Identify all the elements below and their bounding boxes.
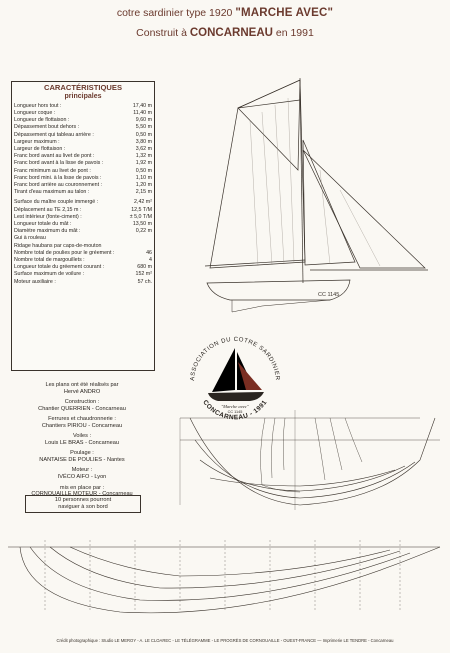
capacity-line: 10 personnes pourront: [54, 497, 112, 503]
spec-value: 9,60 m: [135, 117, 152, 124]
spec-row: [12, 207, 154, 214]
spec-value: 152 m²: [135, 271, 152, 278]
spec-row: [12, 168, 154, 175]
spec-row: [12, 221, 154, 228]
spec-value: [125, 243, 154, 250]
spec-row: [12, 146, 154, 153]
emblem-bottom-text: CONCARNEAU - 1991: [201, 398, 269, 422]
spec-value: 3,62 m: [135, 146, 152, 153]
page-title-line2: [0, 27, 450, 39]
spec-value: 2,15 m: [135, 189, 152, 196]
mainsail-outline: [210, 80, 305, 268]
spec-value: 1,20 m: [135, 182, 152, 189]
gaff-line: [238, 100, 300, 108]
spec-row: [12, 250, 154, 257]
spec-label: Longueur totale du gréement courant :: [14, 264, 105, 271]
spec-label: Nombre total de poulies pour le gréement :: [14, 249, 115, 256]
spec-value: 1,10 m: [135, 174, 152, 181]
spec-value: 0,22 m: [135, 228, 152, 235]
spec-label: Franc bord avant au livet de pont :: [14, 153, 95, 160]
spec-row: [12, 124, 154, 131]
hull-outline: [207, 280, 350, 300]
credits-list: [11, 382, 153, 502]
emblem-boat-icon: [208, 348, 264, 401]
spec-row: [12, 175, 154, 182]
spec-value: 1,92 m: [135, 160, 152, 167]
credit-group: [11, 416, 153, 430]
spec-label: Diamètre maximum du mât :: [14, 228, 81, 235]
spec-label: Surface maximum de voilure :: [14, 271, 85, 278]
mast-line: [300, 78, 303, 283]
credit-line: Hervé ANDRO: [63, 388, 101, 395]
specifications-box: [11, 81, 155, 371]
spec-row: [12, 153, 154, 160]
spec-value: 11,40 m: [133, 110, 152, 116]
spec-row: [12, 279, 154, 286]
credit-group: [11, 450, 153, 464]
credit-line: Ferrures et chaudronnerie :: [48, 416, 116, 423]
spec-row: [12, 160, 154, 167]
specs-table: [12, 103, 154, 286]
spec-label: Dépassement bout dehors :: [14, 124, 80, 131]
specs-subtitle: principales: [64, 92, 102, 100]
spec-row: [12, 243, 154, 250]
spec-row: [12, 264, 154, 271]
spec-label: Franc minimum au livet de pont :: [14, 167, 91, 174]
spec-value: 4: [149, 257, 152, 264]
spec-label: Largeur de flottaison :: [14, 146, 66, 153]
spec-row: [12, 228, 154, 235]
credit-group: [11, 433, 153, 447]
credit-line: Louis LE BRAS - Concarneau: [44, 440, 119, 447]
boat-name-title: "MARCHE AVEC": [235, 7, 334, 19]
spec-value: 46: [146, 249, 152, 256]
spec-value: 12,5 T/M: [131, 206, 152, 213]
spec-row: [12, 235, 154, 242]
built-in-prefix: Construit à: [136, 27, 187, 39]
footer-credits: Crédit photographique : Studio LE MEROY - A. LE CLOAREC - LE TÉLÉGRAMME - LE PROGRÈS DE CORNOUAILLE - OUEST-FRANCE — Imprimerie LE TENDRE - Concarneau: [56, 638, 394, 643]
topsail-outline: [238, 80, 300, 170]
spec-row: [12, 110, 154, 117]
specs-title: CARACTÉRISTIQUES: [43, 83, 123, 92]
spec-label: Longueur de flottaison :: [14, 117, 70, 124]
spec-label: Largeur maximum :: [14, 138, 60, 145]
credit-line: Construction :: [64, 399, 100, 406]
credit-line: NANTAISE DE POULIES - Nantes: [39, 457, 125, 464]
credit-line: CORNOUAILLE MOTEUR - Concarneau: [31, 491, 133, 498]
spec-label: Dépassement qui tableau arrière :: [14, 131, 94, 138]
spec-label: Tirant d'eau maximum au talon :: [14, 189, 90, 196]
emblem-arc-text: ASSOCIATION DU COTRE SARDINIER: [189, 336, 281, 382]
spec-label: Déplacement au TE 2,15 m :: [14, 206, 82, 213]
capacity-line: naviguer à son bord: [58, 503, 108, 510]
title-prefix: cotre sardinier type 1920: [116, 7, 233, 19]
spec-row: [12, 182, 154, 189]
credit-line: mis en place par :: [59, 484, 105, 491]
association-emblem: [180, 320, 290, 430]
spec-row: [12, 257, 154, 264]
spec-row: [12, 132, 154, 139]
spec-label: Nombre total de margouillets :: [14, 257, 85, 264]
credit-group: [11, 382, 153, 396]
credit-line: Les plans ont été réalisés par: [45, 382, 119, 388]
staysail-outline: [303, 140, 355, 265]
build-place: CONCARNEAU: [189, 27, 273, 39]
credit-group: [11, 399, 153, 413]
credit-line: Voiles :: [72, 433, 92, 440]
spec-label: Longueur hors tout :: [14, 102, 62, 109]
spec-row: [12, 139, 154, 146]
spec-row: [12, 103, 154, 110]
credit-line: Chantiers PIRIOU - Concarneau: [41, 422, 123, 429]
credit-line: IVÉCO AIFO - Lyon: [57, 474, 107, 481]
spec-label: Franc bord mini. à la lisse de pavois :: [14, 174, 102, 181]
capacity-note: [25, 495, 141, 513]
spec-label: Franc bord avant à la lisse de pavois :: [14, 160, 104, 167]
spec-value: 57 ch.: [137, 278, 152, 285]
hull-registration: CC 1145: [318, 292, 340, 298]
spec-label: Franc bord arrière au couronnement :: [14, 182, 103, 189]
spec-value: 13,50 m: [132, 221, 152, 228]
credit-line: Poulage :: [70, 450, 94, 457]
spec-row: [12, 189, 154, 196]
spec-value: 1,32 m: [135, 153, 152, 160]
spec-row: [12, 196, 154, 206]
spec-label: Surface du maître couple immergé :: [14, 199, 99, 206]
spec-label: Longueur coque :: [14, 110, 56, 116]
spec-value: 0,50 m: [135, 167, 152, 174]
spec-row: [12, 117, 154, 124]
spec-value: 3,80 m: [135, 138, 152, 145]
spec-value: [125, 235, 154, 242]
page-title-line1: [0, 7, 450, 19]
spec-value: 2,42 m²: [134, 199, 152, 206]
spec-label: Ridage haubans par caps-de-mouton: [14, 242, 102, 249]
spec-value: ± 5,0 T/M: [129, 213, 152, 220]
spec-label: Moteur auxiliaire :: [14, 278, 56, 285]
credit-line: Chantier QUERRIEN - Concarneau: [38, 405, 126, 412]
spec-label: Longueur totale du mât :: [14, 221, 72, 228]
spec-value: 5,50 m: [135, 124, 152, 131]
spec-value: 0,50 m: [135, 131, 152, 138]
spec-label: Lest intérieur (fonte-ciment) :: [14, 213, 82, 220]
spec-row: [12, 271, 154, 278]
emblem-boat-name: "Marche avec": [221, 404, 249, 409]
emblem-registration: CC 1145: [227, 410, 243, 414]
spec-row: [12, 214, 154, 221]
build-year: en 1991: [275, 27, 314, 39]
credit-group: [11, 467, 153, 481]
jib-outline: [303, 150, 425, 268]
spec-value: 680 m: [137, 264, 152, 271]
spec-label: Gui à rouleau: [14, 235, 46, 242]
boom-line: [205, 260, 305, 266]
half-breadth-drawing: [8, 540, 440, 613]
spec-value: 17,40 m: [132, 102, 152, 109]
credit-line: Moteur :: [71, 467, 93, 474]
